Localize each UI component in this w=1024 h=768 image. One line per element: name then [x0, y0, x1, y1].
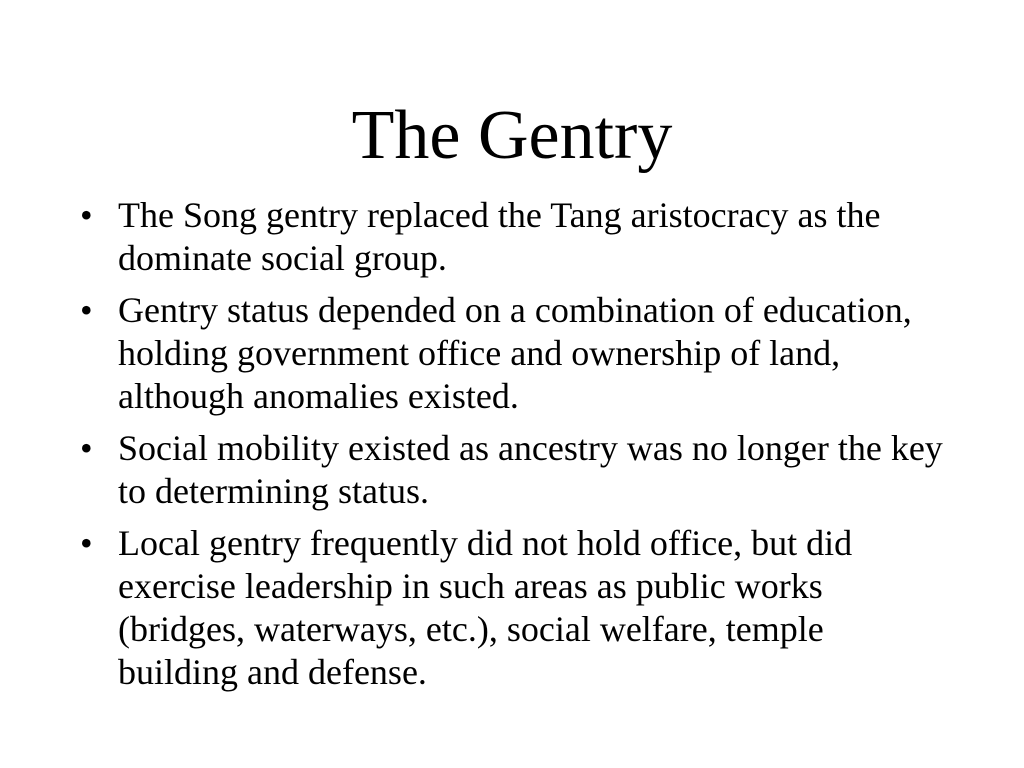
- bullet-item: [80, 427, 950, 513]
- bullet-text: Local gentry frequently did not hold office, but did exercise leadership in such areas as public works (bridges, waterways, etc.), social welfare, temple building and defense.: [118, 523, 853, 692]
- slide-title: The Gentry: [351, 97, 673, 174]
- bullet-text: Gentry status depended on a combination of education, holding government office and ownership of land, although anomalies existed.: [118, 290, 912, 416]
- bullet-icon: •: [80, 523, 93, 563]
- bullet-icon: •: [80, 290, 93, 330]
- bullet-text: The Song gentry replaced the Tang aristocracy as the dominate social group.: [118, 195, 881, 278]
- bullet-item: [80, 522, 950, 694]
- bullet-icon: •: [80, 195, 93, 235]
- bullet-list: [80, 194, 950, 703]
- bullet-item: [80, 194, 950, 280]
- bullet-icon: •: [80, 428, 93, 468]
- bullet-text: Social mobility existed as ancestry was no longer the key to determining status.: [118, 428, 943, 511]
- bullet-item: [80, 289, 950, 418]
